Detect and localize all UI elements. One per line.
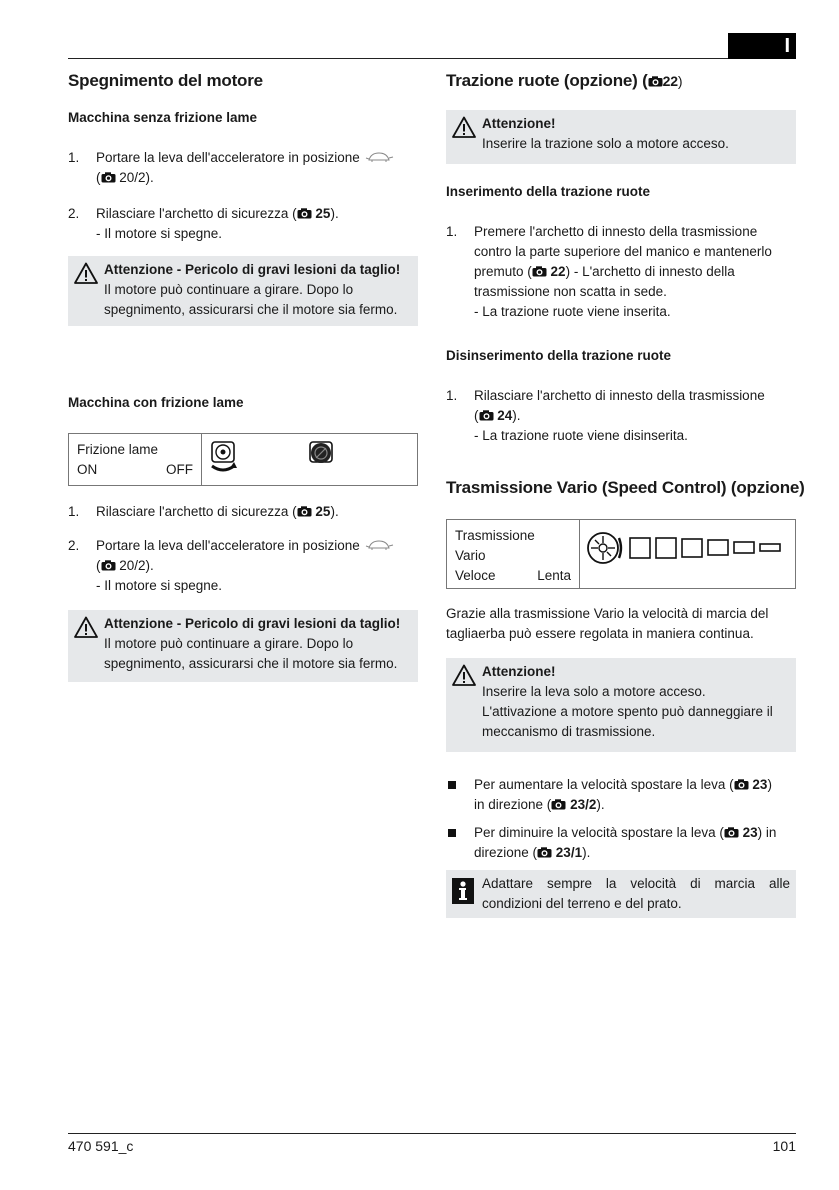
figure-ref: 23/2 — [570, 797, 597, 812]
warning-box-cut-hazard-2 — [68, 610, 418, 682]
warning-title: Attenzione - Pericolo di gravi lesioni da taglio! — [104, 616, 401, 631]
vario-description — [446, 604, 796, 644]
bullet-decrease-speed — [446, 823, 796, 865]
bullet-square-icon — [448, 781, 456, 789]
step-result: - La trazione ruote viene inserita. — [474, 304, 671, 319]
step-text-line: Premere l'archetto di innesto della trasmissione — [474, 224, 758, 239]
warning-box-wheel-drive — [446, 110, 796, 164]
info-text-line: condizioni del terreno e del prato. — [482, 896, 682, 911]
info-box-speed-advice — [446, 870, 796, 918]
figure-ref: 23 — [742, 825, 758, 840]
warning-text-line: spegnimento, assicurarsi che il motore sia fermo. — [104, 302, 398, 317]
blade-clutch-label-cell — [69, 434, 202, 485]
warning-text-line: Il motore può continuare a girare. Dopo lo — [104, 282, 354, 297]
bullet-square-icon — [448, 829, 456, 837]
table-label: Frizione lame — [77, 442, 159, 457]
language-tab: I — [728, 33, 796, 59]
blade-clutch-table — [68, 433, 418, 486]
blade-clutch-on-icon — [209, 440, 239, 474]
table-fast-label: Veloce — [455, 568, 496, 583]
warning-text-line: L'attivazione a motore spento può danneggiare il — [482, 704, 773, 719]
subsection-title-disengage-drive: Disinserimento della trazione ruote — [446, 348, 672, 363]
step-throttle-1: 1. Portare la leva dell'acceleratore in posizione ( 20/2). — [68, 148, 418, 190]
step-text-end: ). — [330, 206, 339, 221]
figure-ref: 23 — [752, 777, 768, 792]
step-result: - La trazione ruote viene disinserita. — [474, 428, 688, 443]
warning-triangle-icon — [74, 616, 98, 638]
bullet-text: Per diminuire la velocità spostare la leva ( — [474, 825, 724, 840]
warning-box-cut-hazard-1 — [68, 256, 418, 326]
camera-icon — [532, 266, 547, 277]
paragraph-line: Grazie alla trasmissione Vario la velocità di marcia del — [446, 606, 769, 621]
step-text-line: trasmissione non scatta in sede. — [474, 284, 667, 299]
camera-icon — [297, 208, 312, 219]
bullet-text-end: ). — [596, 797, 605, 812]
subsection-title-with-blade-clutch: Macchina con frizione lame — [68, 395, 244, 410]
speed-scale-icon — [585, 530, 790, 566]
footer-rule — [68, 1133, 796, 1134]
warning-text-line: Il motore può continuare a girare. Dopo lo — [104, 636, 354, 651]
bullet-increase-speed — [446, 775, 796, 817]
bullet-text-end: ). — [582, 845, 591, 860]
vario-speed-table — [446, 519, 796, 589]
step-release-bail-1 — [68, 204, 418, 246]
title-end: ) — [677, 73, 683, 89]
paragraph-line: tagliaerba può essere regolata in maniera continua. — [446, 626, 754, 641]
step-number: 1. — [68, 504, 80, 519]
step-result: - Il motore si spegne. — [96, 226, 223, 241]
bullet-text: Per aumentare la velocità spostare la leva ( — [474, 777, 734, 792]
page-number: 101 — [772, 1138, 796, 1154]
step-disengage-drive: 1. Rilasciare l'archetto di innesto della trasmissione ( 24). - La trazione ruote viene disinserita. — [446, 386, 796, 448]
step-text-end: ). — [512, 408, 521, 423]
step-number: 1. — [446, 388, 458, 403]
table-label: Trasmissione — [455, 528, 535, 543]
step-number: 2. — [68, 538, 80, 553]
subsection-title-no-blade-clutch: Macchina senza frizione lame — [68, 110, 258, 125]
info-icon — [452, 878, 474, 904]
camera-icon — [551, 799, 566, 810]
step-text: Portare la leva dell'acceleratore in posizione — [96, 150, 360, 165]
camera-icon — [734, 779, 749, 790]
warning-text-line: Inserire la leva solo a motore acceso. — [482, 684, 706, 699]
table-slow-label: Lenta — [537, 568, 571, 583]
section-title-wheel-drive — [446, 71, 682, 91]
step-text-end: ). — [330, 504, 339, 519]
bullet-text-end: ) — [767, 777, 772, 792]
figure-ref: 22 — [662, 73, 678, 89]
header-rule — [68, 58, 796, 59]
figure-ref: 23/1 — [555, 845, 583, 860]
step-throttle-2: 2. Portare la leva dell'acceleratore in posizione ( 20/2). - Il motore si spegne. — [68, 536, 418, 598]
step-text: premuto ( — [474, 264, 532, 279]
bullet-text: direzione ( — [474, 845, 538, 860]
bullet-text-end: ) in — [757, 825, 777, 840]
title-text: Trazione ruote (opzione) ( — [446, 71, 648, 90]
figure-ref: 25 — [315, 504, 331, 519]
warning-triangle-icon — [452, 116, 476, 138]
step-engage-drive — [446, 222, 796, 324]
step-text: Rilasciare l'archetto di sicurezza ( — [96, 206, 297, 221]
step-text: Portare la leva dell'acceleratore in posizione — [96, 538, 360, 553]
figure-ref: 20/2). — [119, 558, 154, 573]
step-number: 1. — [446, 224, 458, 239]
document-number: 470 591_c — [68, 1138, 134, 1154]
camera-icon — [101, 172, 116, 183]
warning-text-line: Inserire la trazione solo a motore acceso. — [482, 136, 729, 151]
step-text-line: contro la parte superiore del manico e mantenerlo — [474, 244, 772, 259]
warning-title: Attenzione! — [482, 664, 556, 679]
step-text-end: ) - L'archetto di innesto della — [565, 264, 735, 279]
turtle-icon — [364, 151, 394, 163]
vario-label-cell — [447, 520, 580, 588]
bullet-text: in direzione ( — [474, 797, 552, 812]
camera-icon — [101, 560, 116, 571]
warning-triangle-icon — [74, 262, 98, 284]
subsection-title-engage-drive: Inserimento della trazione ruote — [446, 184, 651, 199]
turtle-icon — [364, 539, 394, 551]
table-on-label: ON — [77, 462, 98, 477]
figure-ref: 22 — [550, 264, 566, 279]
step-release-bail-2 — [68, 502, 418, 524]
blade-clutch-off-icon — [307, 440, 337, 470]
step-result: - Il motore si spegne. — [96, 578, 223, 593]
info-text-line: Adattare sempre la velocità di marcia alle — [482, 876, 790, 891]
camera-icon — [537, 847, 552, 858]
section-title-engine-stop: Spegnimento del motore — [68, 71, 263, 90]
camera-icon — [724, 827, 739, 838]
table-off-label: OFF — [166, 462, 193, 477]
warning-text-line: spegnimento, assicurarsi che il motore sia fermo. — [104, 656, 398, 671]
camera-icon — [297, 506, 312, 517]
warning-title: Attenzione! — [482, 116, 556, 131]
warning-text-line: meccanismo di trasmissione. — [482, 724, 656, 739]
step-number: 2. — [68, 206, 80, 221]
step-text-line: Rilasciare l'archetto di innesto della trasmissione — [474, 388, 765, 403]
section-title-vario-transmission: Trasmissione Vario (Speed Control) (opzione) — [446, 478, 805, 497]
warning-triangle-icon — [452, 664, 476, 686]
table-label: Vario — [455, 548, 486, 563]
camera-icon — [648, 76, 663, 87]
step-text: Rilasciare l'archetto di sicurezza ( — [96, 504, 297, 519]
warning-box-vario — [446, 658, 796, 752]
figure-ref: 25 — [315, 206, 331, 221]
figure-ref: 24 — [497, 408, 513, 423]
warning-title: Attenzione - Pericolo di gravi lesioni da taglio! — [104, 262, 401, 277]
step-number: 1. — [68, 150, 80, 165]
figure-ref: 20/2). — [119, 170, 154, 185]
camera-icon — [479, 410, 494, 421]
